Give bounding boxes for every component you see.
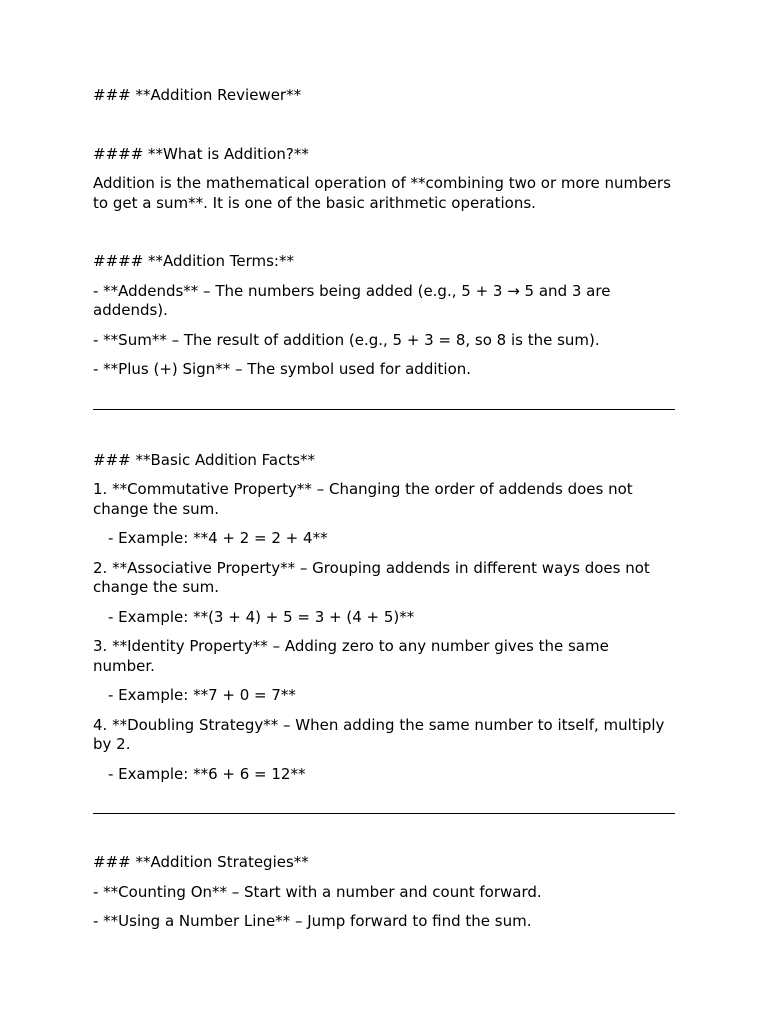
- fact-example-doubling: - Example: **6 + 6 = 12**: [108, 764, 306, 783]
- fact-item-associative: 2. **Associative Property** – Grouping addends in different ways does not change the sum.: [93, 558, 650, 596]
- document-title: ### **Addition Reviewer**: [93, 86, 302, 104]
- term-item-addends: - **Addends** – The numbers being added (e.g., 5 + 3 → 5 and 3 are addends).: [93, 281, 611, 319]
- what-is-text: Addition is the mathematical operation of **combining two or more numbers to get a sum**. It is one of the basic arithmetic operations.: [93, 174, 671, 212]
- fact-example-associative: - Example: **(3 + 4) + 5 = 3 + (4 + 5)**: [108, 607, 415, 626]
- what-is-heading: #### **What is Addition?**: [93, 144, 309, 163]
- term-item-sum: - **Sum** – The result of addition (e.g., 5 + 3 = 8, so 8 is the sum).: [93, 330, 600, 349]
- facts-heading: ### **Basic Addition Facts**: [93, 450, 316, 469]
- term-item-plus-sign: - **Plus (+) Sign** – The symbol used for addition.: [93, 360, 472, 378]
- fact-example-identity: - Example: **7 + 0 = 7**: [108, 686, 296, 704]
- fact-item-commutative: 1. **Commutative Property** – Changing the order of addends does not change the sum.: [93, 480, 633, 518]
- strategy-item-number-line: - **Using a Number Line** – Jump forward to find the sum.: [93, 912, 532, 930]
- strategy-item-counting-on: - **Counting On** – Start with a number and count forward.: [93, 882, 542, 901]
- document-page: [93, 86, 675, 932]
- strategies-heading: ### **Addition Strategies**: [93, 853, 309, 871]
- fact-example-commutative: - Example: **4 + 2 = 2 + 4**: [108, 529, 328, 547]
- terms-heading: #### **Addition Terms:**: [93, 252, 294, 270]
- fact-item-identity: 3. **Identity Property** – Adding zero to any number gives the same number.: [93, 637, 609, 675]
- fact-item-doubling: 4. **Doubling Strategy** – When adding the same number to itself, multiply by 2.: [93, 715, 665, 753]
